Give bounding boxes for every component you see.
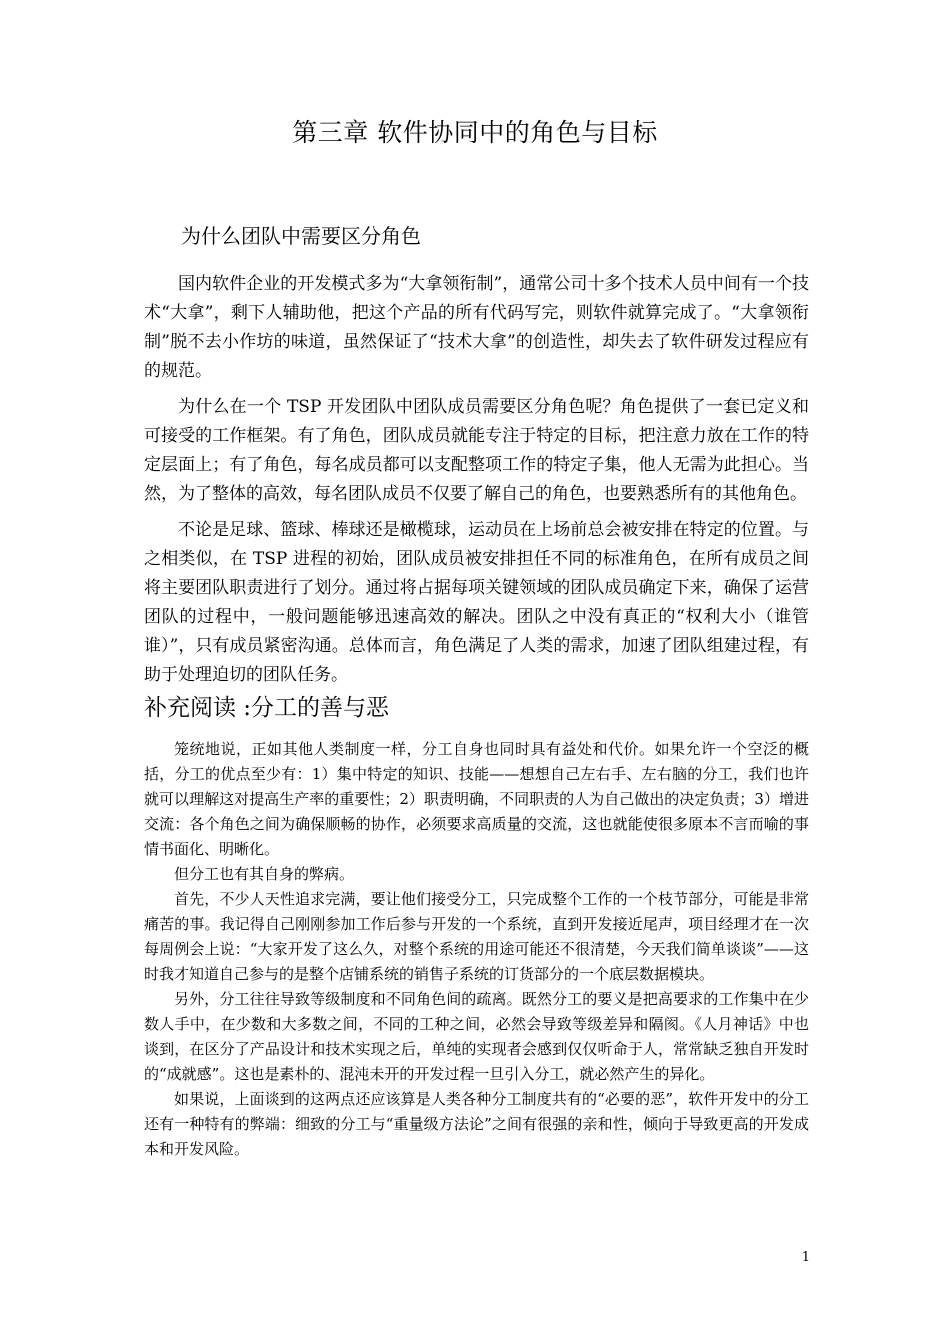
paragraph: 首先，不少人天性追求完满，要让他们接受分工，只完成整个工作的一个枝节部分，可能是非常痛苦的事。我记得自己刚刚参加工作后参与开发的一个系统，直到开发接近尾声，项目经理才在一次每周例会上说：“大家开发了这么久，对整个系统的用途可能还不很清楚，今天我们简单谈谈”——这时我才知道自己参与的是整个店铺系统的销售子系统的订货部分的一个底层数据模块。 — [144, 890, 809, 983]
section-title: 为什么团队中需要区分角色 — [181, 224, 421, 248]
paragraph: 但分工也有其自身的弊病。 — [174, 865, 355, 883]
supplement-title: 补充阅读 :分工的善与恶 — [144, 695, 390, 721]
paragraph: 笼统地说，正如其他人类制度一样，分工自身也同时具有益处和代价。如果允许一个空泛的概括，分工的优点至少有：1）集中特定的知识、技能——想想自己左右手、左右脑的分工，我们也许就可以理解这对提高生产率的重要性；2）职责明确，不同职责的人为自己做出的决定负责；3）增进交流：各个角色之间为确保顺畅的协作，必须要求高质量的交流，这也就能使很多原本不言而喻的事情书面化、明晰化。 — [144, 740, 809, 858]
supplement-body-text — [144, 737, 809, 1162]
paragraph: 不论是足球、篮球、棒球还是橄榄球，运动员在上场前总会被安排在特定的位置。与之相类似，在 TSP 进程的初始，团队成员被安排担任不同的标准角色，在所有成员之间将主要团队职责进行了划分。通过将占据每项关键领域的团队成员确定下来，确保了运营团队的过程中，一般问题能够迅速高效的解决。团队之中没有真正的“权利大小（谁管谁）”，只有成员紧密沟通。总体而言，角色满足了人类的需求，加速了团队组建过程，有助于处理迫切的团队任务。 — [144, 520, 809, 685]
chapter-title: 第三章 软件协同中的角色与目标 — [292, 118, 658, 147]
paragraph: 如果说，上面谈到的这两点还应该算是人类各种分工制度共有的“必要的恶”，软件开发中的分工还有一种特有的弊端：细致的分工与“重量级方法论”之间有很强的亲和性，倾向于导致更高的开发成本和开发风险。 — [144, 1090, 809, 1158]
page-number: 1 — [801, 1250, 810, 1265]
main-body-text — [144, 270, 809, 697]
paragraph: 为什么在一个 TSP 开发团队中团队成员需要区分角色呢？角色提供了一套已定义和可接受的工作框架。有了角色，团队成员就能专注于特定的目标，把注意力放在工作的特定层面上；有了角色，每名成员都可以支配整项工作的特定子集，他人无需为此担心。当然，为了整体的高效，每名团队成员不仅要了解自己的角色，也要熟悉所有的其他角色。 — [144, 397, 809, 504]
paragraph: 国内软件企业的开发模式多为“大拿领衔制”，通常公司十多个技术人员中间有一个技术“大拿”，剩下人辅助他，把这个产品的所有代码写完，则软件就算完成了。“大拿领衔制”脱不去小作坊的味道，虽然保证了“技术大拿”的创造性，却失去了软件研发过程应有的规范。 — [144, 274, 809, 381]
paragraph: 另外，分工往往导致等级制度和不同角色间的疏离。既然分工的要义是把高要求的工作集中在少数人手中，在少数和大多数之间，不同的工种之间，必然会导致等级差异和隔阂。《人月神话》中也谈到，在区分了产品设计和技术实现之后，单纯的实现者会感到仅仅听命于人，常常缺乏独自开发时的“成就感”。这也是素朴的、混沌未开的开发过程一旦引入分工，就必然产生的异化。 — [144, 990, 809, 1083]
